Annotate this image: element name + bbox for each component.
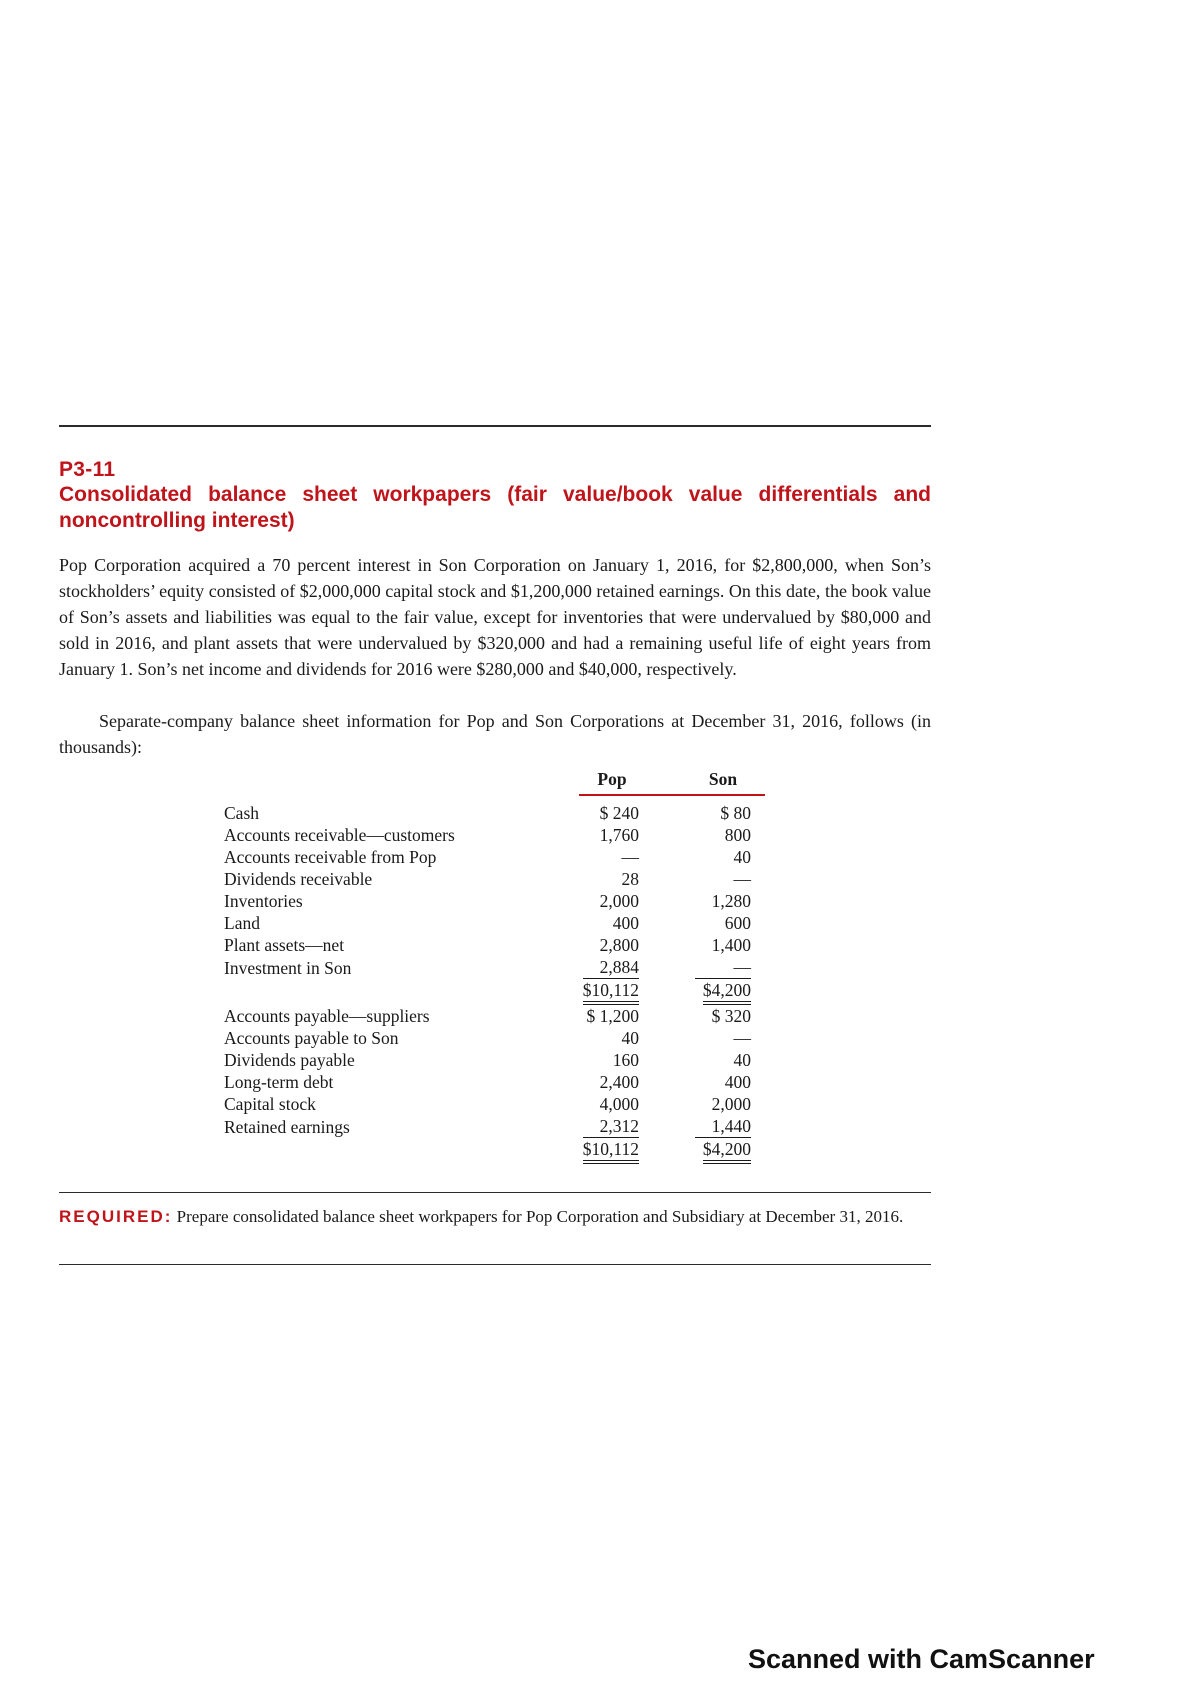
required-top-rule: [59, 1192, 931, 1193]
liabilities-total-pop: $10,112: [583, 1138, 639, 1164]
liabilities-section: [224, 1005, 765, 1164]
table-row: Long-term debt 2,400 400: [224, 1072, 751, 1092]
table-row: Cash $ 240 $ 80: [224, 803, 751, 823]
assets-total-pop: $10,112: [583, 979, 639, 1005]
table-row: Inventories 2,000 1,280: [224, 891, 751, 911]
table-row: Dividends receivable 28 —: [224, 869, 751, 889]
table-row: Accounts payable—suppliers $ 1,200 $ 320: [224, 1006, 751, 1026]
liabilities-total-son: $4,200: [703, 1138, 751, 1164]
table-row: Accounts payable to Son 40 —: [224, 1028, 751, 1048]
table-row: Retained earnings 2,312 1,440: [224, 1116, 751, 1137]
required-text: Prepare consolidated balance sheet workpapers for Pop Corporation and Subsidiary at December 31, 2016.: [176, 1207, 904, 1226]
assets-total-son: $4,200: [703, 979, 751, 1005]
problem-number: P3-11: [59, 458, 116, 481]
required-label: REQUIRED:: [59, 1207, 173, 1226]
problem-paragraph-1: Pop Corporation acquired a 70 percent interest in Son Corporation on January 1, 2016, for $2,800,000, when Son’s stockholders’ equity consisted of $2,000,000 capital stock and $1,200,000 retained earnings. On this date, the book value of Son’s assets and liabilities was equal to the fair value, except for inventories that were undervalued by $80,000 and sold in 2016, and plant assets that were undervalued by $320,000 and had a remaining useful life of eight years from January 1. Son’s net income and dividends for 2016 were $280,000 and $40,000, respectively.: [59, 555, 931, 679]
assets-total-row: [224, 979, 765, 1005]
col-header-son: Son: [681, 768, 765, 795]
liabilities-total-row: [224, 1138, 765, 1164]
table-row: Accounts receivable from Pop — 40: [224, 847, 751, 867]
balance-sheet-table: [224, 768, 765, 1164]
problem-title: Consolidated balance sheet workpapers (fair value/book value differentials and noncontrolling interest): [59, 483, 931, 532]
table-row: Dividends payable 160 40: [224, 1050, 751, 1070]
camscanner-watermark: Scanned with CamScanner: [748, 1644, 1095, 1674]
table-row: Investment in Son 2,884 —: [224, 957, 751, 978]
table-row: Accounts receivable—customers 1,760 800: [224, 825, 751, 845]
problem-paragraph-2: Separate-company balance sheet information for Pop and Son Corporations at December 31, 2016, follows (in thousands):: [59, 711, 931, 757]
col-header-pop: Pop: [579, 768, 645, 795]
required-section: [59, 1204, 931, 1230]
table-row: Plant assets—net 2,800 1,400: [224, 935, 751, 955]
required-bottom-rule: [59, 1264, 931, 1265]
table-row: Land 400 600: [224, 913, 751, 933]
table-header-row: [224, 768, 765, 795]
assets-section: [224, 802, 765, 1005]
table-row: Capital stock 4,000 2,000: [224, 1094, 751, 1114]
top-rule: [59, 425, 931, 427]
